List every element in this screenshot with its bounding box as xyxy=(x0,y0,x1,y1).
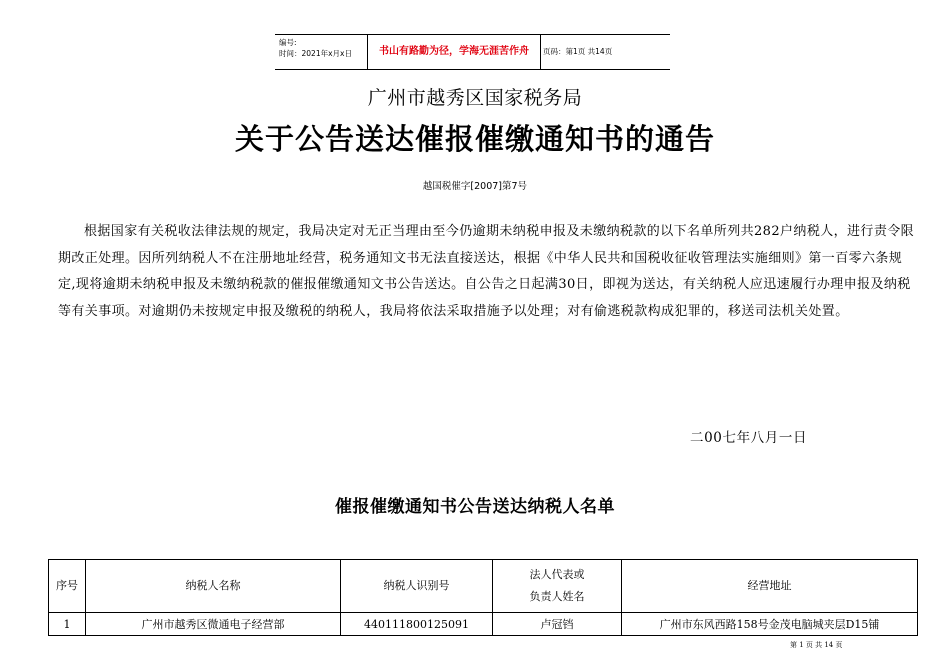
table-header-row xyxy=(49,560,918,613)
document-number: 越国税催字[2007]第7号 xyxy=(422,181,528,192)
number-label: 编号: xyxy=(279,38,297,47)
cell-id: 440111800125091 xyxy=(341,613,493,636)
table-row xyxy=(49,613,918,636)
col-rep-line2: 负责人姓名 xyxy=(529,590,585,603)
header-meta xyxy=(275,35,367,69)
cell-name: 广州市越秀区微通电子经营部 xyxy=(86,613,341,636)
page-footer: 第 1 页 共 14 页 xyxy=(790,641,843,649)
list-title: 催报催缴通知书公告送达纳税人名单 xyxy=(335,497,615,517)
cell-address: 广州市东风西路158号金茂电脑城夹层D15铺 xyxy=(622,613,918,636)
page-header xyxy=(275,34,670,70)
col-rep-line1: 法人代表或 xyxy=(529,568,585,581)
taxpayer-table xyxy=(48,559,918,636)
col-rep xyxy=(493,560,622,613)
time-label: 时间：2021年x月x日 xyxy=(279,49,352,58)
col-seq: 序号 xyxy=(49,560,86,613)
col-address: 经营地址 xyxy=(622,560,918,613)
col-id: 纳税人识别号 xyxy=(341,560,493,613)
body-paragraph xyxy=(58,219,918,325)
body-text: 根据国家有关税收法律法规的规定，我局决定对无正当理由至今仍逾期未纳税申报及未缴纳税款的以下名单所列共282户纳税人，进行责令限期改正处理。因所列纳税人不在注册地址经营，税务通知文书无法直接送达，根据《中华人民共和国税收征收管理法实施细则》第一百零六条规定,现将逾期未纳税申报及未缴纳税款的催报催缴通知文书公告送达。自公告之日起满30日，即视为送达，有关纳税人应迅速履行办理申报及纳税等有关事项。对逾期仍未按规定申报及缴税的纳税人，我局将依法采取措施予以处理；对有偷逃税款构成犯罪的，移送司法机关处置。 xyxy=(58,224,915,319)
cell-seq: 1 xyxy=(49,613,86,636)
issue-date: 二00七年八月一日 xyxy=(690,430,808,446)
cell-rep: 卢冠铛 xyxy=(493,613,622,636)
organization-name: 广州市越秀区国家税务局 xyxy=(367,87,583,109)
header-motto: 书山有路勤为径，学海无涯苦作舟 xyxy=(367,35,541,69)
document-title: 关于公告送达催报催缴通知书的通告 xyxy=(234,122,715,156)
col-name: 纳税人名称 xyxy=(86,560,341,613)
header-page-label: 页码：第1页 共14页 xyxy=(543,47,613,56)
